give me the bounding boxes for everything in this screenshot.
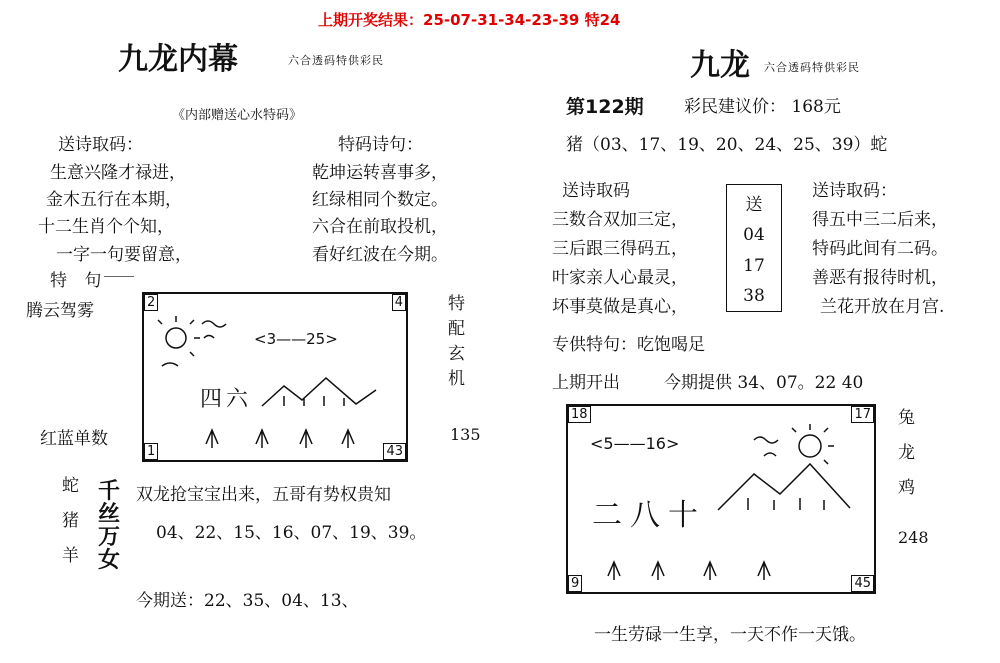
side-right-char-3: 玄 bbox=[448, 344, 465, 364]
hand-text: 二八十 bbox=[592, 498, 706, 533]
left-poem-line-1: 生意兴隆才禄进， bbox=[50, 163, 186, 183]
hand-text: 四六 bbox=[200, 387, 253, 412]
special-underline bbox=[104, 276, 134, 277]
sun-icon bbox=[799, 435, 821, 457]
send-box-num-2: 17 bbox=[743, 255, 765, 276]
right-side-char-2: 龙 bbox=[898, 443, 915, 463]
side-right-char-4: 机 bbox=[448, 369, 465, 389]
zodiac-2: 猪 bbox=[62, 511, 79, 531]
side-right-char-1: 特 bbox=[448, 294, 465, 314]
right-poem-left-1: 三数合双加三定， bbox=[552, 210, 688, 230]
last-open-label: 上期开出 bbox=[552, 373, 620, 393]
stamp-3: 万 bbox=[98, 524, 121, 551]
right-poem-right-heading: 送诗取码： bbox=[812, 181, 897, 201]
corner-top-left: 18 bbox=[568, 406, 591, 423]
corner-bottom-left: 9 bbox=[568, 575, 582, 592]
couplet: 双龙抢宝宝出来，五哥有势权贵知 bbox=[136, 485, 391, 505]
right-side-char-1: 兔 bbox=[898, 408, 915, 428]
right-poem-line-1: 乾坤运转喜事多， bbox=[312, 163, 448, 183]
stamp-4: 女 bbox=[98, 547, 121, 574]
sun-icon bbox=[166, 328, 186, 348]
right-side-char-3: 鸡 bbox=[898, 478, 915, 498]
right-poem-line-4: 看好红波在今期。 bbox=[312, 245, 448, 265]
right-poem-line-3: 六合在前取投机， bbox=[312, 217, 448, 237]
corner-bottom-right: 43 bbox=[383, 443, 406, 460]
right-poem-right-3: 善恶有报待时机， bbox=[812, 268, 948, 288]
right-side-number: 248 bbox=[898, 528, 929, 547]
right-poem-left-4: 坏事莫做是真心， bbox=[552, 297, 688, 317]
range-text: <5——16> bbox=[590, 434, 680, 453]
left-title: 九龙内幕 bbox=[118, 42, 238, 77]
send-box bbox=[726, 184, 782, 312]
range-text: <3——25> bbox=[254, 330, 338, 348]
left-subtitle: 六合透码特供彩民 bbox=[288, 54, 384, 67]
right-poem-right-4: 兰花开放在月宫. bbox=[820, 297, 945, 317]
left-numbers: 04、22、15、16、07、19、39。 bbox=[156, 523, 427, 543]
corner-bottom-left: 1 bbox=[144, 443, 158, 460]
stamp-2: 丝 bbox=[98, 501, 121, 528]
right-poem-heading: 特码诗句： bbox=[338, 135, 423, 155]
right-drawing-sketch bbox=[568, 406, 874, 592]
side-right-number: 135 bbox=[450, 425, 481, 444]
mountain-icon bbox=[262, 378, 376, 406]
zodiac-column bbox=[62, 478, 79, 565]
right-drawing-frame bbox=[566, 404, 876, 594]
left-poem-line-3: 十二生肖个个知， bbox=[38, 217, 174, 237]
side-right-column bbox=[448, 296, 465, 388]
stamp-1: 千 bbox=[98, 478, 121, 504]
send-box-num-3: 38 bbox=[743, 285, 765, 306]
side-right-char-2: 配 bbox=[448, 319, 465, 339]
right-poem-left-heading: 送诗取码 bbox=[562, 181, 630, 201]
footer-couplet: 一生劳碌一生享，一天不作一天饿。 bbox=[594, 625, 866, 645]
last-result-text: 上期开奖结果：25-07-31-34-23-39 特24 bbox=[318, 11, 621, 29]
special-phrase: 专供特句：吃饱喝足 bbox=[552, 335, 705, 355]
side-label-top: 腾云驾雾 bbox=[26, 301, 94, 321]
corner-top-right: 4 bbox=[392, 294, 406, 311]
corner-bottom-right: 45 bbox=[851, 575, 874, 592]
side-label-bottom: 红蓝单数 bbox=[40, 429, 108, 449]
special-label: 特 句 bbox=[50, 271, 108, 291]
mountain-icon bbox=[718, 464, 850, 510]
left-poem-line-2: 金木五行在本期， bbox=[46, 190, 182, 210]
right-subtitle: 六合透码特供彩民 bbox=[764, 61, 860, 74]
right-poem-left-3: 叶家亲人心最灵， bbox=[552, 268, 688, 288]
left-drawing-sketch bbox=[144, 294, 406, 460]
stamp-column bbox=[98, 480, 120, 572]
right-title: 九龙 bbox=[690, 48, 750, 83]
right-poem-right-1: 得五中三二后来， bbox=[812, 210, 948, 230]
today-send: 今期送：22、35、04、13、 bbox=[136, 591, 359, 611]
left-poem-line-4: 一字一句要留意， bbox=[56, 245, 192, 265]
right-poem-right-2: 特码此间有二码。 bbox=[812, 239, 948, 259]
corner-top-left: 2 bbox=[144, 294, 158, 311]
zodiac-1: 蛇 bbox=[62, 476, 79, 496]
issue-number: 第122期 bbox=[566, 96, 644, 118]
send-box-num-1: 04 bbox=[743, 225, 765, 246]
today-offer: 今期提供 34、07。22 40 bbox=[664, 373, 864, 393]
corner-top-right: 17 bbox=[851, 406, 874, 423]
left-drawing-frame bbox=[142, 292, 408, 462]
right-poem-line-2: 红绿相同个数定。 bbox=[312, 190, 448, 210]
left-quote: 《内部赠送心水特码》 bbox=[172, 108, 303, 123]
price: 彩民建议价： 168元 bbox=[684, 97, 841, 117]
left-poem-heading: 送诗取码： bbox=[58, 135, 143, 155]
zodiac-3: 羊 bbox=[62, 546, 79, 566]
right-poem-left-2: 三后跟三得码五， bbox=[552, 239, 688, 259]
right-side-column bbox=[898, 410, 915, 497]
send-box-label: 送 bbox=[745, 195, 763, 216]
pig-line: 猪（03、17、19、20、24、25、39）蛇 bbox=[566, 135, 888, 155]
